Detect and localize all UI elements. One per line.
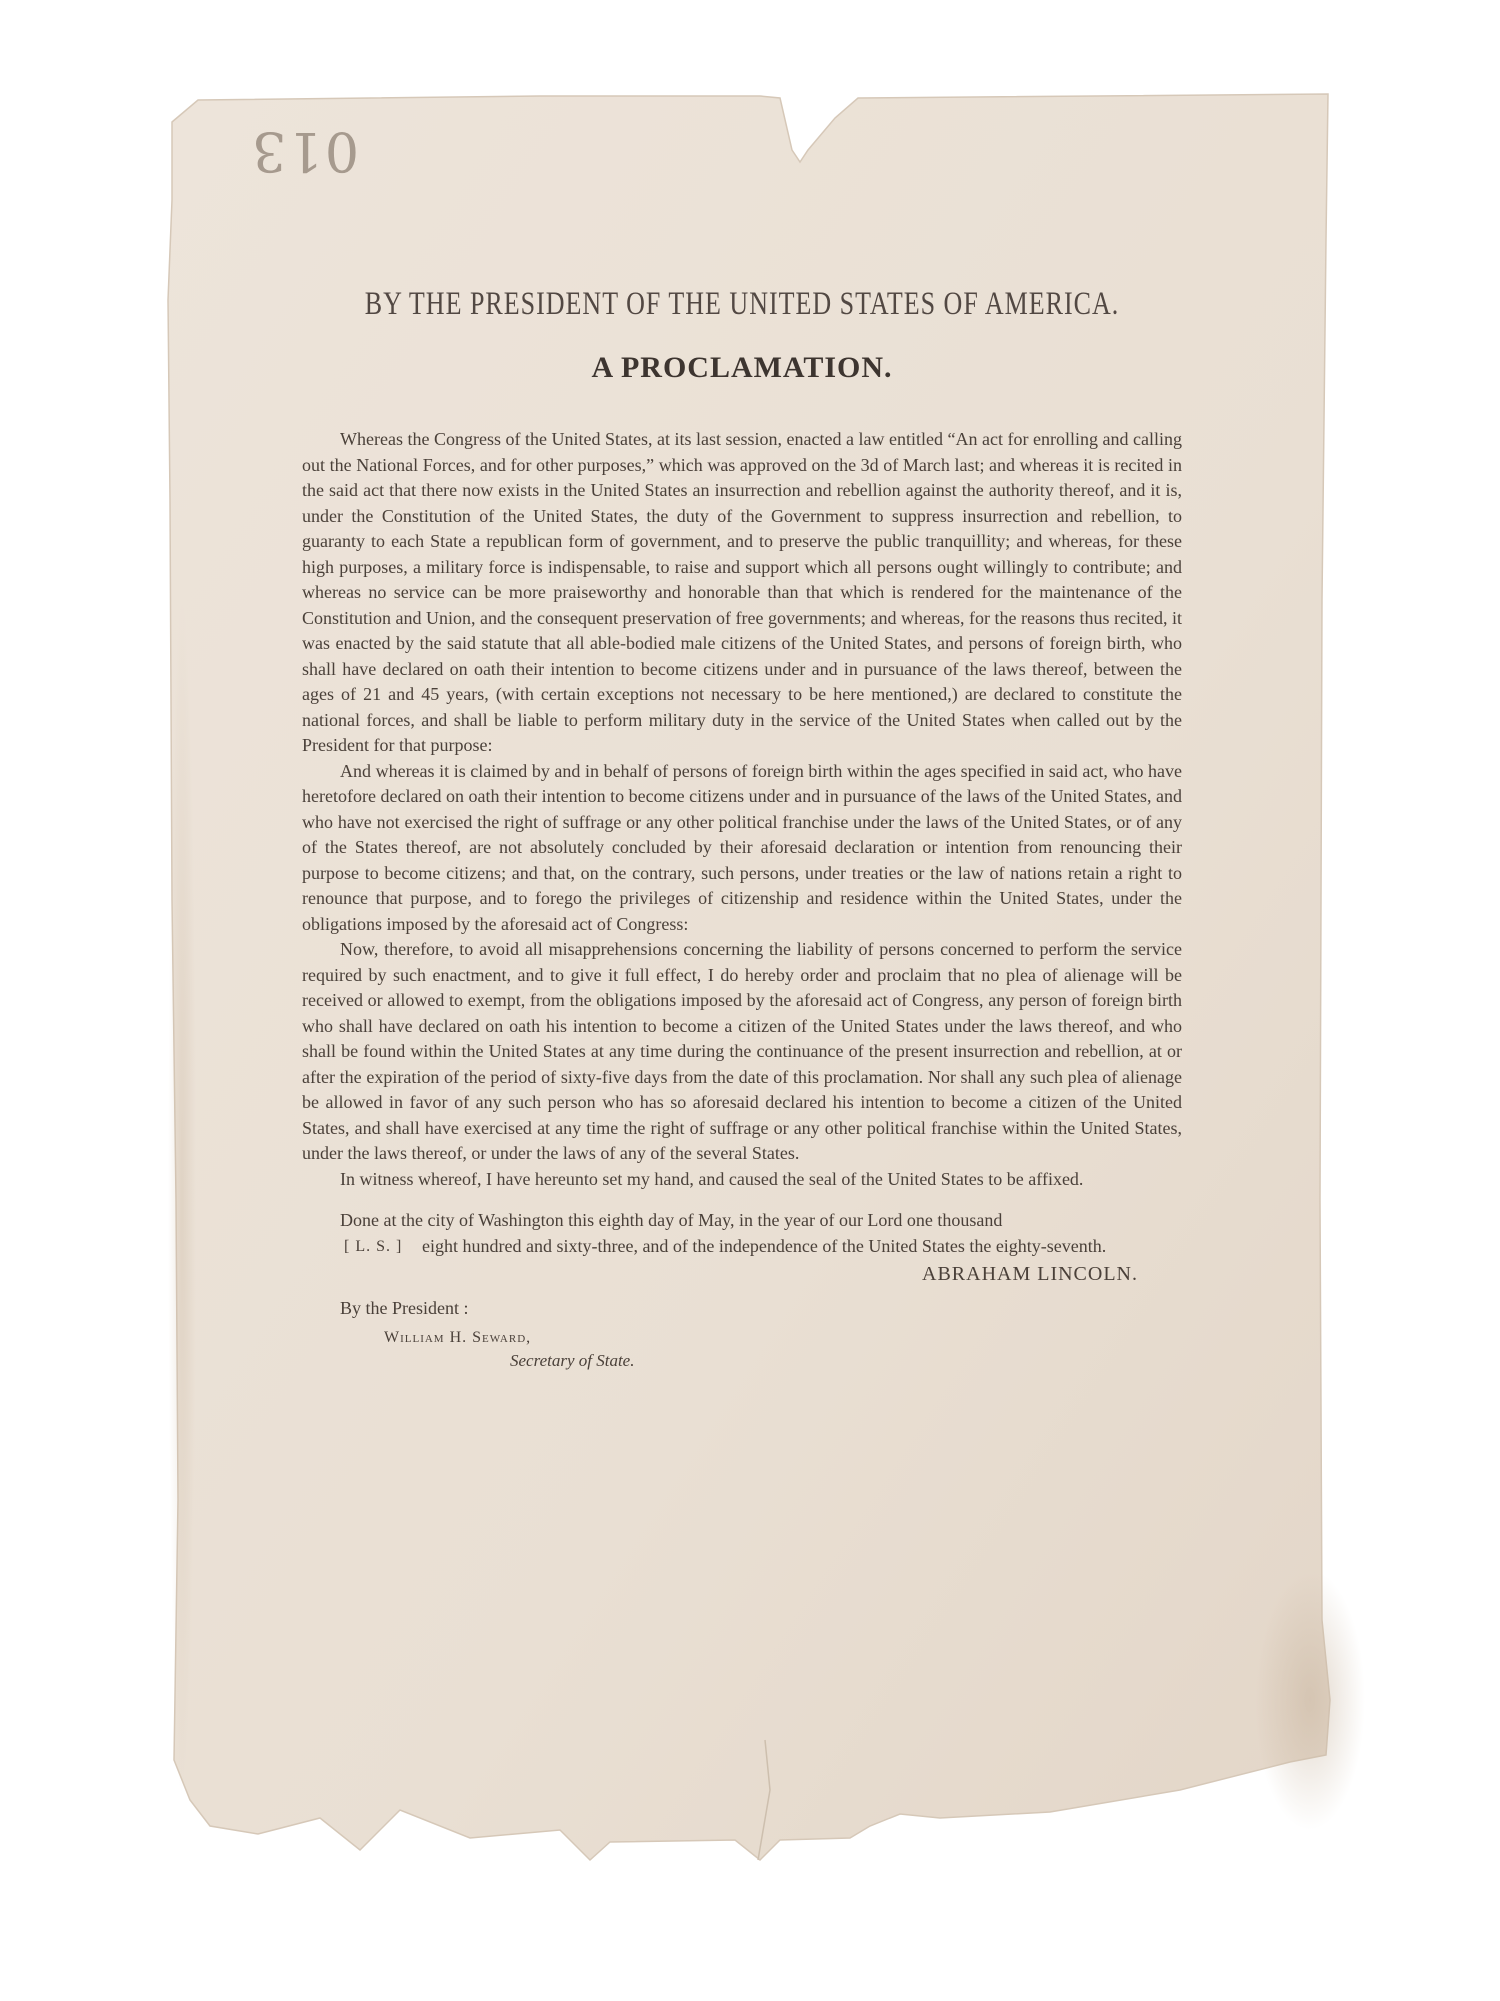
edge-stain <box>1255 1570 1365 1830</box>
done-at-first-line: Done at the city of Washington this eighth day of May, in the year of our Lord one thousand <box>340 1210 1003 1230</box>
document-title: A PROCLAMATION. <box>591 351 893 384</box>
done-at-rest-text: eight hundred and sixty-three, and of the independence of the United States the eighty-seventh. <box>422 1235 1107 1256</box>
proclamation-document <box>302 285 1182 1371</box>
paragraph-witness: In witness whereof, I have hereunto set my hand, and caused the seal of the United States to be affixed. <box>340 1168 1084 1189</box>
paragraph-and-whereas: And whereas it is claimed by and in behalf of persons of foreign birth within the ages specified in said act, who have heretofore declared on oath their intention to become citizens under and in pursuance of the laws of the United States, and who have not exercised the right of suffrage or any other political franchise under the laws of the United States, or of any of the States thereof, are not absolutely concluded by their aforesaid declaration or intention from renouncing their purpose to become citizens; and that, on the contrary, such persons, under treaties or the law of nations retain a right to renounce that purpose, and to forego the privileges of citizenship and residence within the United States, under the obligations imposed by the aforesaid act of Congress: <box>302 760 1182 934</box>
document-header: BY THE PRESIDENT OF THE UNITED STATES OF AMERICA. <box>364 285 1120 322</box>
edge-stain-left <box>168 600 196 1800</box>
paragraph-now-therefore: Now, therefore, to avoid all misapprehensions concerning the liability of persons concerned to perform the service required by such enactment, and to give it full effect, I do hereby order and proclaim that no plea of alienage will be received or allowed to exempt, from the obligations imposed by the aforesaid act of Congress, any person of foreign birth who shall have declared on oath his intention to become a citizen of the United States under the laws thereof, and who shall be found within the United States at any time during the continuance of the present insurrection and rebellion, at or after the expiration of the period of sixty-five days from the date of this proclamation. Nor shall any such plea of alienage be allowed in favor of any such person who has so aforesaid declared his intention to become a citizen of the United States, and shall have exercised at any time the right of suffrage or any other political franchise within the United States, under the laws thereof, or under the laws of any of the several States. <box>302 939 1182 1163</box>
secretary-title: Secretary of State. <box>510 1351 635 1370</box>
paragraph-whereas: Whereas the Congress of the United States, at its last session, enacted a law entitled “An act for enrolling and calling out the National Forces, and for other purposes,” which was approved on the 3d of March last; and whereas it is recited in the said act that there now exists in the United States an insurrection and rebellion against the authority thereof, and it is, under the Constitution of the United States, the duty of the Government to suppress insurrection and rebellion, to guaranty to each State a republican form of government, and to preserve the public tranquillity; and whereas, for these high purposes, a military force is indispensable, to raise and support which all persons ought willingly to contribute; and whereas no service can be more praiseworthy and honorable than that which is rendered for the maintenance of the Constitution and Union, and the consequent preservation of free governments; and whereas, for the reasons thus recited, it was enacted by the said statute that all able-bodied male citizens of the United States, and persons of foreign birth, who shall have declared on oath their intention to become citizens under and in pursuance of the laws thereof, between the ages of 21 and 45 years, (with certain exceptions not necessary to be here mentioned,) are declared to constitute the national forces, and shall be liable to perform military duty in the service of the United States when called out by the President for that purpose: <box>302 429 1182 755</box>
president-signature: ABRAHAM LINCOLN. <box>922 1263 1138 1285</box>
secretary-name: William H. Seward, <box>384 1329 532 1346</box>
done-at-block <box>302 1208 1182 1259</box>
seal-mark: [ L. S. ] <box>344 1237 403 1255</box>
handwritten-note: 013 <box>250 120 360 183</box>
by-the-president: By the President : <box>340 1298 469 1318</box>
done-at-rest <box>302 1234 1182 1260</box>
